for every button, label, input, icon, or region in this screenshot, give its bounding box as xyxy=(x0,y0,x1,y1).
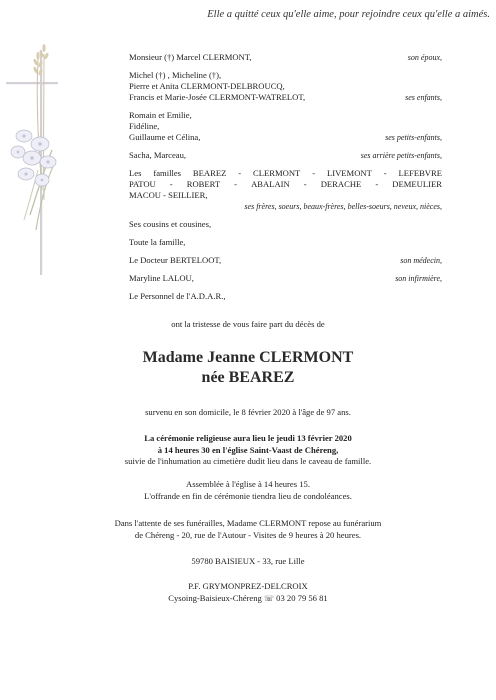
great-grandchildren-names: Sacha, Marceau, xyxy=(129,150,187,160)
deceased-name-block xyxy=(0,348,496,388)
families-word: BEAREZ xyxy=(192,168,227,178)
families-word: - xyxy=(383,168,387,178)
ceremony-line: La cérémonie religieuse aura lieu le jeudi 13 février 2020 xyxy=(144,433,352,443)
home-address: 59780 BAISIEUX - 33, rue Lille xyxy=(191,556,305,566)
families-word: PATOU xyxy=(129,179,156,189)
families-word: ROBERT xyxy=(186,179,221,189)
families-line-3: MACOU - SEILLIER, xyxy=(129,190,208,200)
spouse-name: Monsieur (†) Marcel CLERMONT, xyxy=(129,52,252,62)
children-relation: ses enfants, xyxy=(405,93,442,102)
assembly-line: Assemblée à l'église à 14 heures 15. xyxy=(186,479,310,489)
deceased-maiden-name: née BEAREZ xyxy=(201,369,295,386)
children-line: Francis et Marie-Josée CLERMONT-WATRELOT, xyxy=(129,92,306,102)
undertaker-phone: 03 20 79 56 81 xyxy=(276,592,328,603)
funeral-home-line: de Chéreng - 20, rue de l'Autour - Visites de 9 heures à 20 heures. xyxy=(134,529,362,540)
ceremony-line: suivie de l'inhumation au cimetière dudit lieu dans le caveau de famille. xyxy=(124,456,372,466)
phone-icon: ☏ xyxy=(263,593,274,603)
grandchildren-line: Fidéline, xyxy=(129,121,160,131)
families-word: ABALAIN xyxy=(251,179,290,189)
children-line: Pierre et Anita CLERMONT-DELBROUCQ, xyxy=(129,81,285,91)
great-grandchildren-group xyxy=(129,150,442,161)
families-group xyxy=(129,168,442,212)
nurse-name: Maryline LALOU, xyxy=(129,273,194,283)
epigraph: Elle a quitté ceux qu'elle aime, pour rejoindre ceux qu'elle a aimés. xyxy=(207,9,490,20)
assembly-block xyxy=(0,479,496,502)
ceremony-line: à 14 heures 30 en l'église Saint-Vaast de Chéreng, xyxy=(157,444,339,455)
families-line-1 xyxy=(129,168,442,179)
nurse-relation: son infirmière, xyxy=(395,274,442,283)
doctor-group xyxy=(129,255,442,266)
doctor-name: Le Docteur BERTELOOT, xyxy=(129,255,222,265)
deceased-name: Madame Jeanne CLERMONT xyxy=(142,349,354,366)
families-word: Les xyxy=(129,168,142,178)
undertaker-name: P.F. GRYMONPREZ-DELCROIX xyxy=(188,581,308,591)
grandchildren-relation: ses petits-enfants, xyxy=(385,133,442,142)
families-line-2 xyxy=(129,179,442,190)
families-word: DEMEULIER xyxy=(392,179,442,189)
cousins-group xyxy=(129,219,442,230)
undertaker-location: Cysoing-Baisieux-Chéreng xyxy=(168,592,262,603)
undertaker-contact xyxy=(0,593,496,605)
cousins-line: Ses cousins et cousines, xyxy=(129,219,212,229)
doctor-relation: son médecin, xyxy=(400,256,442,265)
staff-line: Le Personnel de l'A.D.A.R., xyxy=(129,291,226,301)
families-word: - xyxy=(312,168,316,178)
families-word: LEFEBVRE xyxy=(398,168,442,178)
families-word: DERACHE xyxy=(320,179,362,189)
families-word: familles xyxy=(153,168,182,178)
families-relation: ses frères, soeurs, beaux-frères, belles-soeurs, neveux, nièces, xyxy=(244,202,442,211)
families-word: - xyxy=(234,179,238,189)
spouse-relation: son époux, xyxy=(407,53,442,62)
announcement-intro: ont la tristesse de vous faire part du décès de xyxy=(171,319,325,329)
undertaker-block xyxy=(0,581,496,604)
spouse-group xyxy=(129,52,442,63)
families-word: LIVEMONT xyxy=(326,168,372,178)
death-info: survenu en son domicile, le 8 février 2020 à l'âge de 97 ans. xyxy=(145,407,351,417)
cross-flowers-decoration xyxy=(0,40,70,280)
children-group xyxy=(129,70,442,103)
assembly-line: L'offrande en fin de cérémonie tiendra lieu de condoléances. xyxy=(144,490,352,501)
ceremony-block xyxy=(0,433,496,468)
families-word: - xyxy=(375,179,379,189)
funeral-home-block xyxy=(0,518,496,541)
grandchildren-group xyxy=(129,110,442,143)
all-family-line: Toute la famille, xyxy=(129,237,186,247)
families-word: - xyxy=(238,168,242,178)
families-word: - xyxy=(303,179,307,189)
children-line: Michel (†) , Micheline (†), xyxy=(129,70,222,80)
grandchildren-line: Romain et Emilie, xyxy=(129,110,192,120)
great-grandchildren-relation: ses arrière petits-enfants, xyxy=(360,151,442,160)
nurse-group xyxy=(129,273,442,284)
staff-group xyxy=(129,291,442,302)
families-word: CLERMONT xyxy=(253,168,301,178)
all-family-group xyxy=(129,237,442,248)
family-list xyxy=(129,52,442,309)
families-word: - xyxy=(169,179,173,189)
funeral-home-line: Dans l'attente de ses funérailles, Madame CLERMONT repose au funérarium xyxy=(114,518,382,528)
grandchildren-line: Guillaume et Célina, xyxy=(129,132,201,142)
